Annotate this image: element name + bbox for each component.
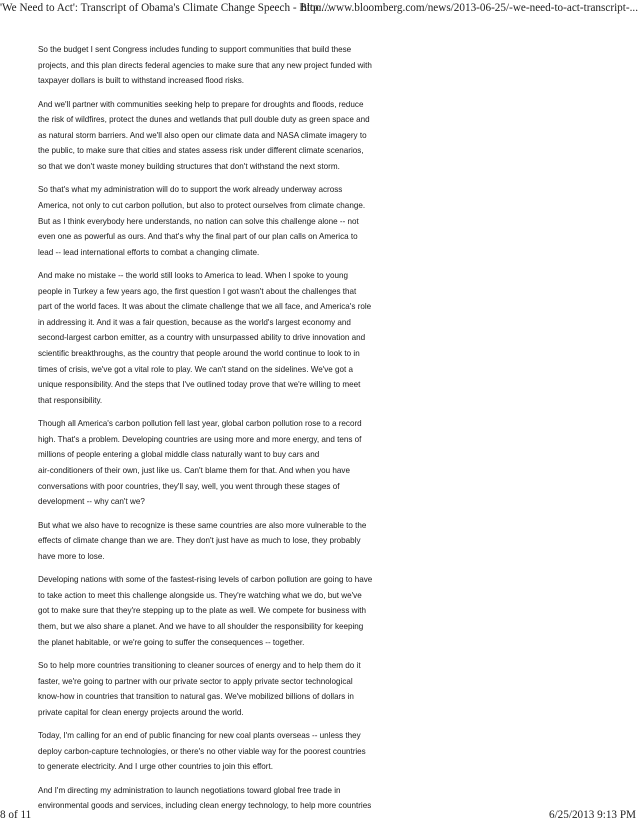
text-line: even one as powerful as ours. And that's why the final part of our plan calls on America to: [38, 232, 358, 242]
paragraph: [38, 658, 408, 720]
text-line: environmental goods and services, including clean energy technology, to help more countries: [38, 801, 372, 811]
print-footer: [0, 809, 638, 823]
text-line: conversations with poor countries, they'll say, well, you went through these stages of: [38, 481, 340, 491]
paragraph: [38, 182, 408, 260]
text-line: times of crisis, we've got a vital role to play. We can't stand on the sidelines. We've got a: [38, 364, 354, 374]
text-line: air-conditioners of their own, just like us. Can't blame them for that. And when you have: [38, 466, 350, 476]
text-line: the planet habitable, or we're going to suffer the consequences -- together.: [38, 637, 305, 647]
paragraph: [38, 728, 408, 775]
paragraph: [38, 518, 408, 565]
paragraph: [38, 97, 408, 175]
page-title: 'We Need to Act': Transcript of Obama's Climate Change Speech - Bloo...: [0, 2, 330, 14]
text-line: projects, and this plan directs federal agencies to make sure that any new project funded with: [38, 60, 372, 70]
page-url[interactable]: http://www.bloomberg.com/news/2013-06-25/-we-need-to-act-transcript-...: [301, 2, 638, 14]
text-line: But what we also have to recognize is these same countries are also more vulnerable to the: [38, 520, 367, 530]
paragraph: [38, 572, 408, 650]
text-line: deploy carbon-capture technologies, or there's no other viable way for the poorest countries: [38, 746, 366, 756]
text-line: got to make sure that they're stepping up to the plate as well. We compete for business with: [38, 606, 367, 616]
paragraph: [38, 416, 408, 510]
text-line: Though all America's carbon pollution fell last year, global carbon pollution rose to a record: [38, 419, 362, 429]
text-line: And I'm directing my administration to launch negotiations toward global free trade in: [38, 785, 341, 795]
text-line: second-largest carbon emitter, as a country with unsurpassed ability to drive innovation and: [38, 333, 366, 343]
text-line: people in Turkey a few years ago, the first question I got wasn't about the challenges that: [38, 286, 357, 296]
text-line: America, not only to cut carbon pollution, but also to protect ourselves from climate change.: [38, 200, 366, 210]
text-line: the public, to make sure that cities and states assess risk under different climate scenarios,: [38, 146, 364, 156]
text-line: So to help more countries transitioning to cleaner sources of energy and to help them do it: [38, 660, 361, 670]
print-header: [0, 2, 638, 16]
article-body: [38, 42, 408, 822]
text-line: that responsibility.: [38, 395, 103, 405]
text-line: know-how in countries that transition to natural gas. We've mobilized billions of dollars in: [38, 692, 354, 702]
text-line: taxpayer dollars is built to withstand increased flood risks.: [38, 76, 245, 86]
text-line: And make no mistake -- the world still looks to America to lead. When I spoke to young: [38, 271, 348, 281]
text-line: So the budget I sent Congress includes funding to support communities that build these: [38, 45, 352, 54]
text-line: high. That's a problem. Developing countries are using more and more energy, and tens of: [38, 434, 362, 444]
text-line: to generate electricity. And I urge other countries to join this effort.: [38, 762, 273, 772]
print-datetime: 6/25/2013 9:13 PM: [548, 809, 636, 821]
text-line: in addressing it. And it was a fair question, because as the world's largest economy and: [38, 317, 351, 327]
text-line: have more to lose.: [38, 551, 105, 561]
text-line: private capital for clean energy projects around the world.: [38, 707, 244, 717]
text-line: effects of climate change than we are. They don't just have as much to lose, they probably: [38, 536, 361, 546]
text-line: So that's what my administration will do to support the work already underway across: [38, 185, 343, 195]
text-line: the risk of wildfires, protect the dunes and wetlands that pull double duty as green space and: [38, 115, 370, 125]
text-line: millions of people entering a global middle class naturally want to buy cars and: [38, 450, 320, 460]
text-line: as natural storm barriers. And we'll also open our climate data and NASA climate imagery to: [38, 130, 367, 140]
text-line: Developing nations with some of the fastest-rising levels of carbon pollution are going to have: [38, 575, 373, 585]
paragraph: [38, 42, 408, 89]
text-line: And we'll partner with communities seeking help to prepare for droughts and floods, reduce: [38, 99, 364, 109]
text-line: But as I think everybody here understands, no nation can solve this challenge alone -- not: [38, 216, 359, 226]
paragraph: [38, 268, 408, 408]
text-line: faster, we're going to partner with our private sector to apply private sector technological: [38, 676, 353, 686]
page-number: 8 of 11: [0, 809, 32, 821]
text-line: scientific breakthroughs, as the country that people around the world continue to look to in: [38, 349, 360, 359]
text-line: part of the world faces. It was about the climate challenge that we all face, and America's role: [38, 302, 372, 312]
text-line: lead -- lead international efforts to combat a changing climate.: [38, 247, 260, 257]
text-line: to take action to meet this challenge alongside us. They're watching what we do, but we've: [38, 590, 362, 600]
text-line: development -- why can't we?: [38, 497, 145, 507]
text-line: them, but we also share a planet. And we have to all shoulder the responsibility for keeping: [38, 621, 364, 631]
text-line: Today, I'm calling for an end of public financing for new coal plants overseas -- unless they: [38, 731, 361, 741]
text-line: so that we don't waste money building structures that don't withstand the next storm.: [38, 161, 340, 171]
text-line: unique responsibility. And the steps that I've outlined today prove that we're willing to meet: [38, 380, 361, 390]
